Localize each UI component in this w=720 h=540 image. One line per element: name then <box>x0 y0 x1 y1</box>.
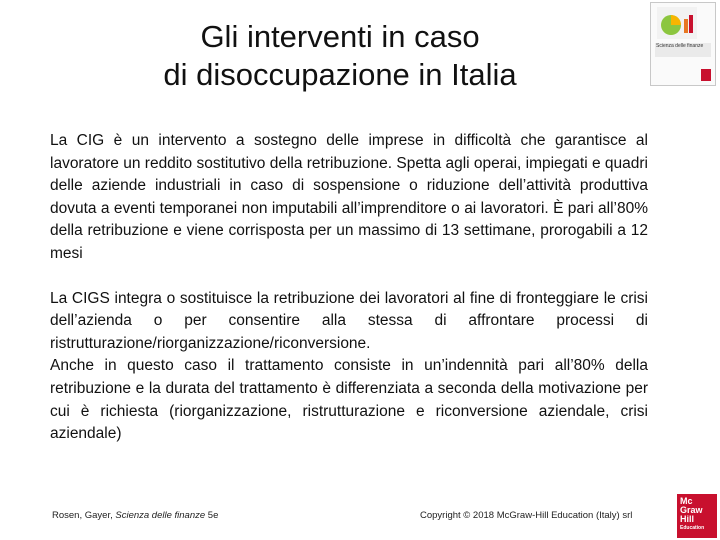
footer-authors: Rosen, Gayer, <box>52 510 116 521</box>
footer-edition: 5e <box>205 510 219 521</box>
logo-line-1: Mc <box>680 496 693 506</box>
title-line-1: Gli interventi in caso <box>200 19 480 54</box>
footer-citation <box>52 510 218 521</box>
paragraph-cig: La CIG è un intervento a sostegno delle imprese in difficoltà che garantisce al lavoratore un reddito sostitutivo della retribuzione. Spetta agli operai, impiegati e quadri delle aziende industriali in caso di sospensione o riduzione dell’attività produttiva dovuta a eventi temporanei non imputabili all’imprenditore o ai lavoratori. È pari all’80% della retribuzione e viene corrisposta per un massimo di 13 settimane, prorogabili a 12 mesi <box>50 132 648 262</box>
title-line-2: di disoccupazione in Italia <box>163 57 517 92</box>
logo-line-4: Education <box>680 525 705 531</box>
footer-copyright: Copyright © 2018 McGraw-Hill Education (Italy) srl <box>420 510 633 521</box>
slide-title <box>70 18 610 94</box>
book-cover-thumbnail <box>650 2 716 86</box>
slide-body <box>50 130 648 446</box>
mcgraw-hill-logo <box>677 494 717 538</box>
logo-line-3: Hill <box>680 514 695 524</box>
logo-line-2: Graw <box>680 505 703 515</box>
cover-graphic-icon <box>657 7 697 39</box>
cover-title: Scienza delle finanze <box>656 43 704 49</box>
publisher-mini-logo <box>701 69 711 81</box>
footer-book-title: Scienza delle finanze <box>115 510 206 521</box>
paragraph-cigs-treatment: Anche in questo caso il trattamento consiste in un’indennità pari all’80% della retribuzione e la durata del trattamento è differenziata a seconda della motivazione per cui è richiesta (riorganizzazione, ristrutturazione e riconversione aziendale, crisi aziendale) <box>50 357 648 443</box>
paragraph-cigs: La CIGS integra o sostituisce la retribuzione dei lavoratori al fine di fronteggiare le crisi dell’azienda o per consentire alla stessa di affrontare processi di ristrutturazione/riorganizzazione/riconversione. <box>50 289 648 352</box>
